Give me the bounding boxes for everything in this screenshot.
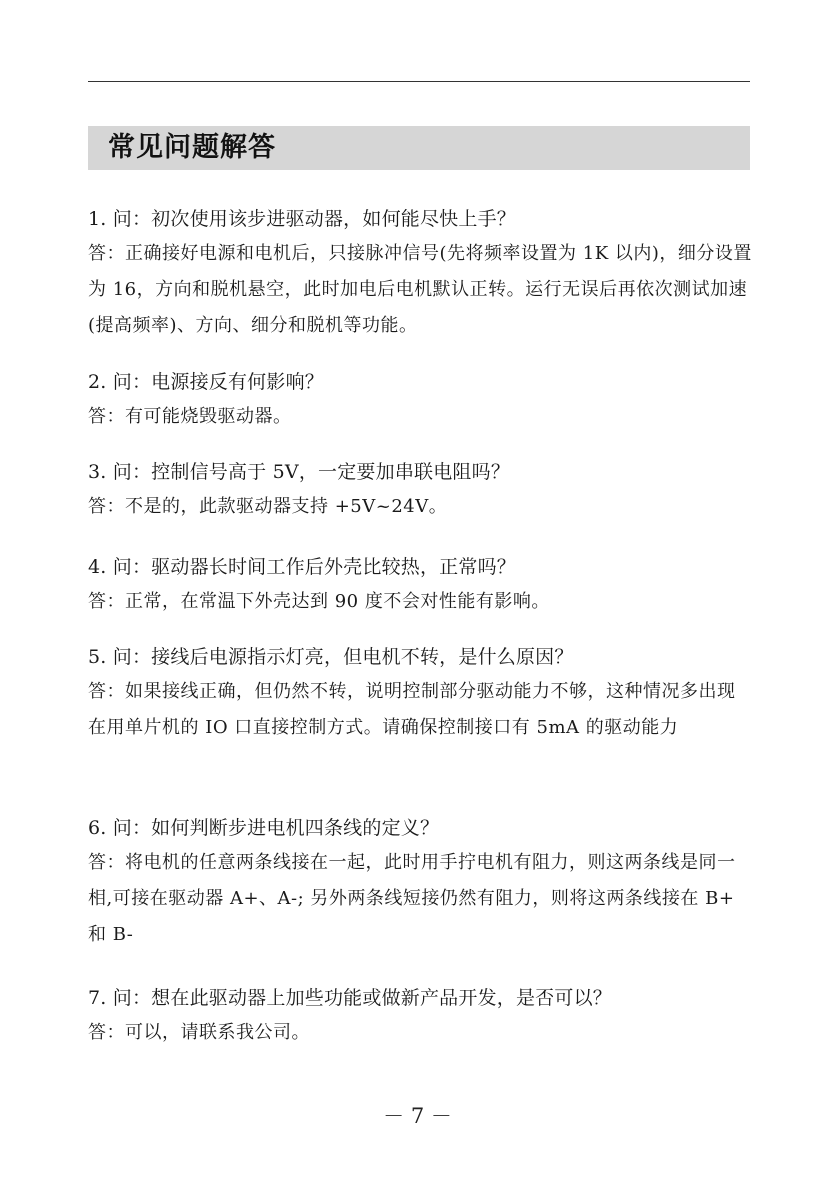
faq-item-2	[88, 366, 752, 435]
faq-question: 2. 问：电源接反有何影响？	[88, 371, 324, 393]
faq-answer: 答：有可能烧毁驱动器。	[88, 406, 292, 427]
faq-question: 6. 问：如何判断步进电机四条线的定义？	[88, 817, 440, 839]
faq-item-5	[88, 641, 752, 746]
faq-item-3	[88, 456, 752, 525]
faq-item-4	[88, 551, 752, 620]
faq-question: 1. 问：初次使用该步进驱动器，如何能尽快上手？	[88, 208, 516, 230]
header-rule	[88, 81, 750, 82]
faq-question: 4. 问：驱动器长时间工作后外壳比较热，正常吗？	[88, 556, 516, 578]
faq-item-6	[88, 812, 752, 953]
section-title: 常见问题解答	[108, 132, 276, 163]
faq-question: 7. 问：想在此驱动器上加些功能或做新产品开发，是否可以？	[88, 987, 612, 1009]
faq-answer: 答：正确接好电源和电机后，只接脉冲信号(先将频率设置为 1K 以内)，细分设置为 16，方向和脱机悬空，此时加电后电机默认正转。运行无误后再依次测试加速(提高频率)、方向、细分和脱机等功能。	[88, 243, 752, 336]
faq-answer: 答：不是的，此款驱动器支持 +5V~24V。	[88, 496, 448, 517]
faq-answer: 答：将电机的任意两条线接在一起，此时用手拧电机有阻力，则这两条线是同一相,可接在驱动器 A+、A-; 另外两条线短接仍然有阻力，则将这两条线接在 B+ 和 B-	[88, 852, 736, 945]
faq-question: 3. 问：控制信号高于 5V，一定要加串联电阻吗？	[88, 461, 511, 483]
faq-answer: 答：如果接线正确，但仍然不转，说明控制部分驱动能力不够，这种情况多出现在用单片机的 IO 口直接控制方式。请确保控制接口有 5mA 的驱动能力	[88, 681, 736, 738]
section-header-bar	[88, 126, 750, 170]
page-number: － 7 －	[383, 1104, 452, 1128]
faq-answer: 答：可以，请联系我公司。	[88, 1022, 310, 1043]
faq-item-7	[88, 982, 752, 1051]
faq-answer: 答：正常，在常温下外壳达到 90 度不会对性能有影响。	[88, 591, 550, 612]
faq-question: 5. 问：接线后电源指示灯亮，但电机不转，是什么原因？	[88, 646, 574, 668]
faq-item-1	[88, 203, 752, 344]
